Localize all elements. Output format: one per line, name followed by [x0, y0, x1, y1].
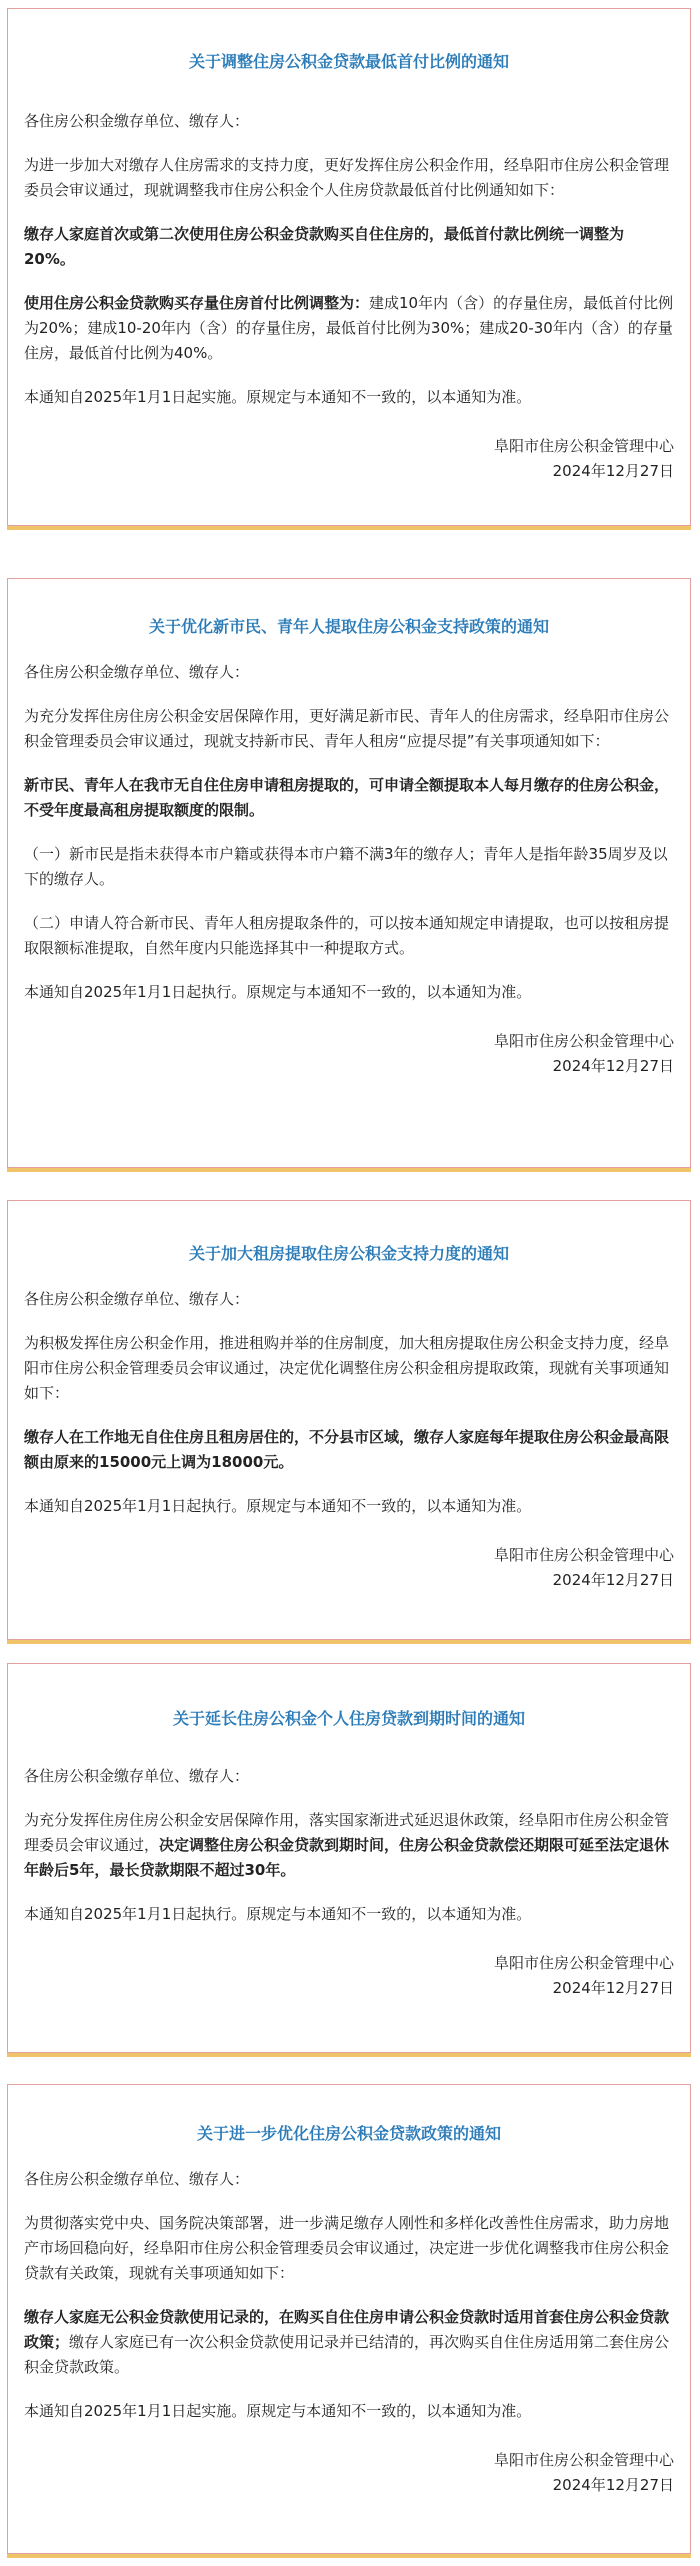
notice-greeting: 各住房公积金缴存单位、缴存人：	[24, 1290, 250, 1308]
notice-paragraph: 本通知自2025年1月1日起执行。原规定与本通知不一致的，以本通知为准。	[24, 983, 532, 1001]
notice-paragraph	[24, 2305, 674, 2380]
notice-card-2	[7, 578, 691, 1168]
notice-title: 关于延长住房公积金个人住房贷款到期时间的通知	[172, 1709, 525, 1728]
notice-signature-org: 阜阳市住房公积金管理中心	[493, 1032, 674, 1050]
notice-text: 建成10年内（含）的存量住房，最低首付比例为20%；建成10-20年内（含）的存量住房，最低首付比例为30%；建成20-30年内（含）的存量住房，最低首付比例为40%。	[24, 294, 674, 362]
notice-card-3	[7, 1200, 691, 1640]
notice-card-1	[7, 8, 691, 526]
notice-signature-date: 2024年12月27日	[552, 1571, 674, 1589]
notice-greeting: 各住房公积金缴存单位、缴存人：	[24, 1767, 250, 1785]
notice-card-5	[7, 2084, 691, 2554]
notice-signature-org: 阜阳市住房公积金管理中心	[493, 1546, 674, 1564]
notice-signature-date: 2024年12月27日	[552, 1057, 674, 1075]
notice-bold-text: 决定调整住房公积金贷款到期时间，住房公积金贷款偿还期限可延至法定退休年龄后5年，最长贷款期限不超过30年。	[24, 1836, 670, 1879]
notice-signature-org: 阜阳市住房公积金管理中心	[493, 437, 674, 455]
notice-title: 关于进一步优化住房公积金贷款政策的通知	[196, 2124, 501, 2143]
notice-paragraph: 为进一步加大对缴存人住房需求的支持力度，更好发挥住房公积金作用，经阜阳市住房公积金管理委员会审议通过，现就调整我市住房公积金个人住房贷款最低首付比例通知如下：	[24, 156, 670, 199]
notice-paragraph: 本通知自2025年1月1日起实施。原规定与本通知不一致的，以本通知为准。	[24, 2402, 532, 2420]
notice-text: 缴存人家庭已有一次公积金贷款使用记录并已结清的，再次购买自住住房适用第二套住房公积金贷款政策。	[24, 2333, 670, 2376]
notice-paragraph-bold: 新市民、青年人在我市无自住住房申请租房提取的，可申请全额提取本人每月缴存的住房公积金，不受年度最高租房提取额度的限制。	[24, 776, 670, 819]
notice-signature-org: 阜阳市住房公积金管理中心	[493, 2451, 674, 2469]
notice-paragraph: 本通知自2025年1月1日起实施。原规定与本通知不一致的，以本通知为准。	[24, 388, 532, 406]
notice-signature-date: 2024年12月27日	[552, 2476, 674, 2494]
notice-title: 关于调整住房公积金贷款最低首付比例的通知	[188, 52, 509, 71]
notice-title: 关于加大租房提取住房公积金支持力度的通知	[188, 1244, 509, 1263]
notice-greeting: 各住房公积金缴存单位、缴存人：	[24, 112, 250, 130]
notice-paragraph	[24, 291, 674, 366]
notice-paragraph: 本通知自2025年1月1日起执行。原规定与本通知不一致的，以本通知为准。	[24, 1497, 532, 1515]
notice-paragraph: （一）新市民是指未获得本市户籍或获得本市户籍不满3年的缴存人；青年人是指年龄35周岁及以下的缴存人。	[24, 845, 668, 888]
notice-signature-date: 2024年12月27日	[552, 1979, 674, 1997]
notice-paragraph: 为积极发挥住房公积金作用，推进租购并举的住房制度，加大租房提取住房公积金支持力度，经阜阳市住房公积金管理委员会审议通过，决定优化调整住房公积金租房提取政策，现就有关事项通知如下：	[24, 1334, 670, 1402]
notice-greeting: 各住房公积金缴存单位、缴存人：	[24, 663, 250, 681]
notice-signature-date: 2024年12月27日	[552, 462, 674, 480]
notice-paragraph: （二）申请人符合新市民、青年人租房提取条件的，可以按本通知规定申请提取，也可以按租房提取限额标准提取，自然年度内只能选择其中一种提取方式。	[24, 914, 670, 957]
notice-paragraph: 为充分发挥住房住房公积金安居保障作用，更好满足新市民、青年人的住房需求，经阜阳市住房公积金管理委员会审议通过，现就支持新市民、青年人租房“应提尽提”有关事项通知如下：	[24, 707, 670, 750]
notice-title: 关于优化新市民、青年人提取住房公积金支持政策的通知	[148, 617, 549, 636]
notice-paragraph	[24, 1808, 674, 1883]
notice-text: 为充分发挥住房住房公积金安居保障作用，落实国家渐进式延迟退休政策，经阜阳市住房公积金管理委员会审议通过，	[24, 1811, 670, 1854]
notice-card-4	[7, 1663, 691, 2053]
notice-paragraph-bold: 缴存人家庭首次或第二次使用住房公积金贷款购买自住住房的，最低首付款比例统一调整为20%。	[24, 225, 625, 268]
notice-paragraph-bold: 缴存人在工作地无自住住房且租房居住的，不分县市区域，缴存人家庭每年提取住房公积金最高限额由原来的15000元上调为18000元。	[24, 1428, 670, 1471]
notice-signature-org: 阜阳市住房公积金管理中心	[493, 1954, 674, 1972]
notice-bold-lead: 缴存人家庭无公积金贷款使用记录的，在购买自住住房申请公积金贷款时适用首套住房公积金贷款政策；	[24, 2308, 670, 2351]
notice-bold-lead: 使用住房公积金贷款购买存量住房首付比例调整为：	[24, 294, 370, 312]
notice-greeting: 各住房公积金缴存单位、缴存人：	[24, 2170, 250, 2188]
notice-paragraph: 为贯彻落实党中央、国务院决策部署，进一步满足缴存人刚性和多样化改善性住房需求，助力房地产市场回稳向好，经阜阳市住房公积金管理委员会审议通过，决定进一步优化调整我市住房公积金贷款有关政策，现就有关事项通知如下：	[24, 2214, 670, 2282]
notice-paragraph: 本通知自2025年1月1日起执行。原规定与本通知不一致的，以本通知为准。	[24, 1905, 532, 1923]
